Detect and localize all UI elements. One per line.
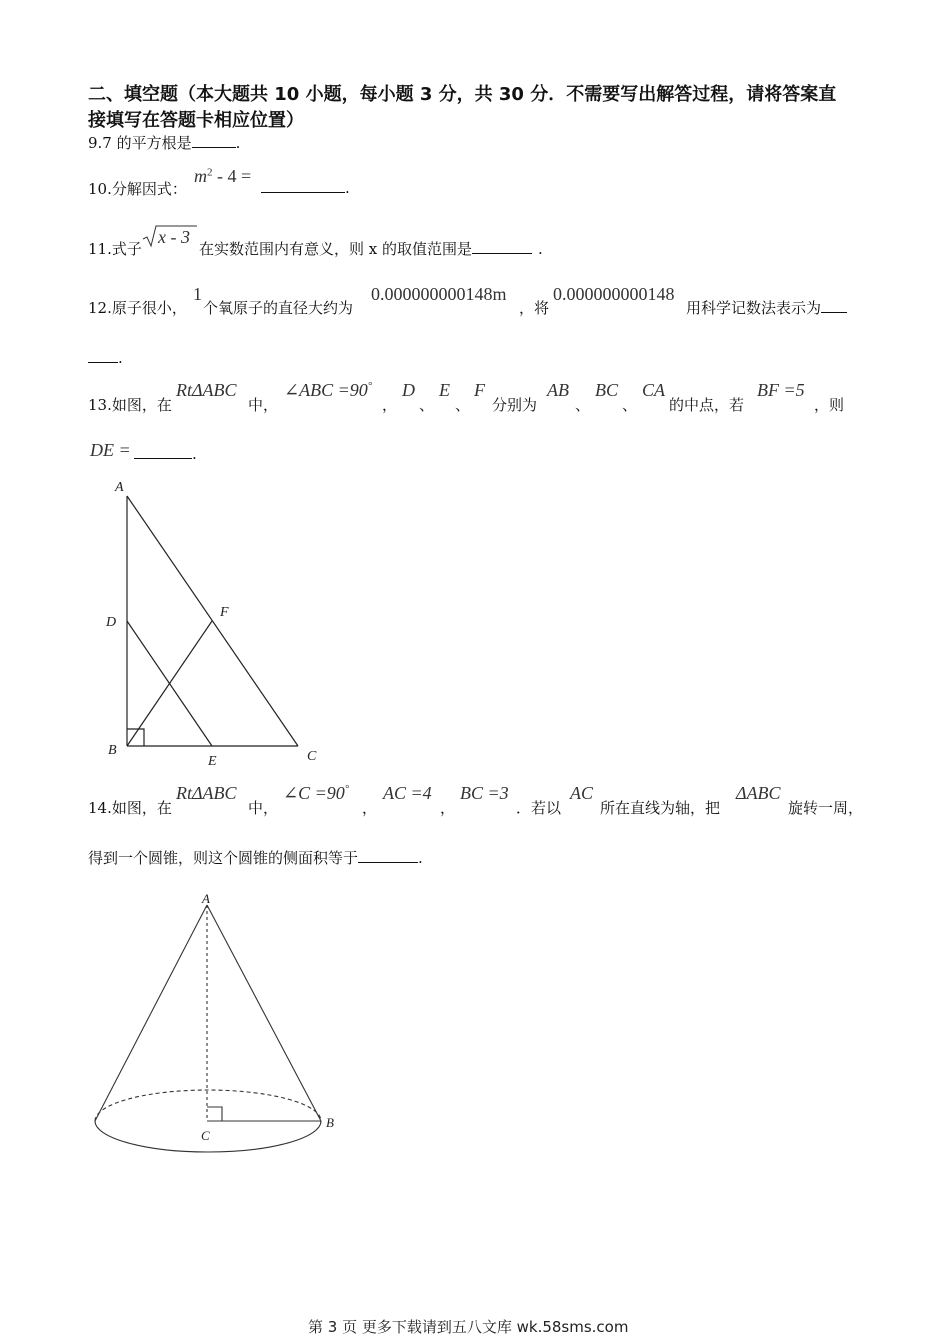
question-12-text3: ，将 xyxy=(519,299,550,317)
question-11-rest xyxy=(199,238,543,259)
label-C: C xyxy=(307,749,317,764)
question-9 xyxy=(88,132,240,153)
question-11-prefix: 11.式子 xyxy=(88,240,142,258)
q13-E: E xyxy=(439,380,450,400)
question-10 xyxy=(88,178,187,199)
question-11-end: . xyxy=(538,240,543,258)
answer-blank xyxy=(134,444,192,459)
question-12-text4 xyxy=(686,297,847,318)
question-13-prefix: 13.如图，在 xyxy=(88,396,172,414)
question-14-line2-text: 得到一个圆锥，则这个圆锥的侧面积等于 xyxy=(88,849,359,867)
label-A: A xyxy=(115,480,124,495)
question-14-end: . xyxy=(418,849,423,867)
section-heading-line1: 二、填空题（本大题共 10 小题，每小题 3 分，共 30 分．不需要写出解答过程，请将答案直 xyxy=(88,84,837,105)
q13-F: F xyxy=(474,380,485,400)
question-12-end: . xyxy=(118,349,123,367)
q14-triangle: RtΔABC xyxy=(176,783,237,803)
answer-blank xyxy=(261,178,345,193)
question-10-end: . xyxy=(345,179,350,197)
q13-sep4: 、 xyxy=(622,396,638,414)
q13-text1: 中， xyxy=(248,396,279,414)
figure-14-cone xyxy=(85,885,355,1155)
q14-AC-axis: AC xyxy=(570,783,594,803)
q13-CA: CA xyxy=(642,380,666,400)
answer-blank xyxy=(472,239,532,254)
label-B: B xyxy=(108,743,117,758)
q13-sep2: 、 xyxy=(455,396,471,414)
q13-D: D xyxy=(402,380,415,400)
q14-text3: ， xyxy=(440,799,456,817)
radicand: x - 3 xyxy=(158,227,190,247)
question-10-answer xyxy=(261,178,350,197)
page-footer: 第 3 页 更多下载请到五八文库 wk.58sms.com xyxy=(308,1318,629,1336)
q14-text2: ， xyxy=(362,799,378,817)
question-14-prefix: 14.如图，在 xyxy=(88,799,172,817)
expr-base: m xyxy=(194,166,207,186)
q13-sep3: 、 xyxy=(575,396,591,414)
q14-angle: ∠C =90° xyxy=(283,783,350,803)
right-angle-mark xyxy=(127,729,144,746)
base-back-arc xyxy=(95,1090,321,1121)
q13-DE: DE = xyxy=(90,440,131,460)
answer-blank xyxy=(821,298,847,313)
expr-rest: - 4 = xyxy=(212,166,252,186)
expr-exponent: 2 xyxy=(207,166,213,179)
label-C: C xyxy=(201,1128,210,1143)
question-10-expression xyxy=(194,166,251,187)
label-D: D xyxy=(106,615,117,630)
question-9-text: 9.7 的平方根是 xyxy=(88,134,192,152)
q14-BC: BC =3 xyxy=(460,783,509,803)
question-12-value: 0.000000000148 xyxy=(553,284,675,304)
question-12-prefix: 12.原子很小， xyxy=(88,299,187,317)
figure-13-triangle xyxy=(95,470,335,770)
right-angle-mark xyxy=(207,1107,222,1121)
question-11-middle: 在实数范围内有意义，则 x 的取值范围是 xyxy=(199,240,472,258)
question-13-end: . xyxy=(192,445,197,463)
q14-text6: 旋转一周， xyxy=(788,799,864,817)
q14-text5: 所在直线为轴，把 xyxy=(600,799,721,817)
q13-AB: AB xyxy=(547,380,569,400)
q13-text3: 分别为 xyxy=(492,396,538,414)
question-12-one: 1 xyxy=(193,284,202,304)
q13-angle: ∠ABC =90° xyxy=(284,380,373,400)
answer-blank xyxy=(358,848,418,863)
q13-triangle: RtΔABC xyxy=(176,380,237,400)
q13-sep1: 、 xyxy=(419,396,435,414)
question-14-line2 xyxy=(88,847,423,868)
q14-text4: ．若以 xyxy=(516,799,562,817)
cone-slant-right xyxy=(207,905,321,1121)
q13-text2: ， xyxy=(382,396,398,414)
question-12-line2 xyxy=(88,348,123,367)
question-12-text4-label: 用科学记数法表示为 xyxy=(686,299,822,317)
label-E: E xyxy=(208,754,217,769)
q13-text4: 的中点，若 xyxy=(669,396,745,414)
question-12-text2: 个氧原子的直径大约为 xyxy=(203,299,354,317)
answer-blank-continued xyxy=(88,348,118,363)
q13-BC: BC xyxy=(595,380,619,400)
answer-blank xyxy=(192,133,236,148)
label-F: F xyxy=(220,605,229,620)
q13-BF: BF =5 xyxy=(757,380,805,400)
q14-AC: AC =4 xyxy=(383,783,432,803)
q13-answer xyxy=(134,444,197,463)
question-10-prefix: 10.分解因式： xyxy=(88,180,187,198)
question-12-value-m: 0.000000000148m xyxy=(371,284,507,304)
question-9-end: . xyxy=(235,134,241,152)
q13-text5: ，则 xyxy=(814,396,845,414)
q14-text1: 中， xyxy=(248,799,279,817)
label-B: B xyxy=(326,1115,334,1130)
label-A: A xyxy=(202,891,210,906)
q14-triangle2: ΔABC xyxy=(736,783,781,803)
cone-slant-left xyxy=(95,905,207,1121)
section-heading-line2: 接填写在答题卡相应位置） xyxy=(88,110,304,131)
